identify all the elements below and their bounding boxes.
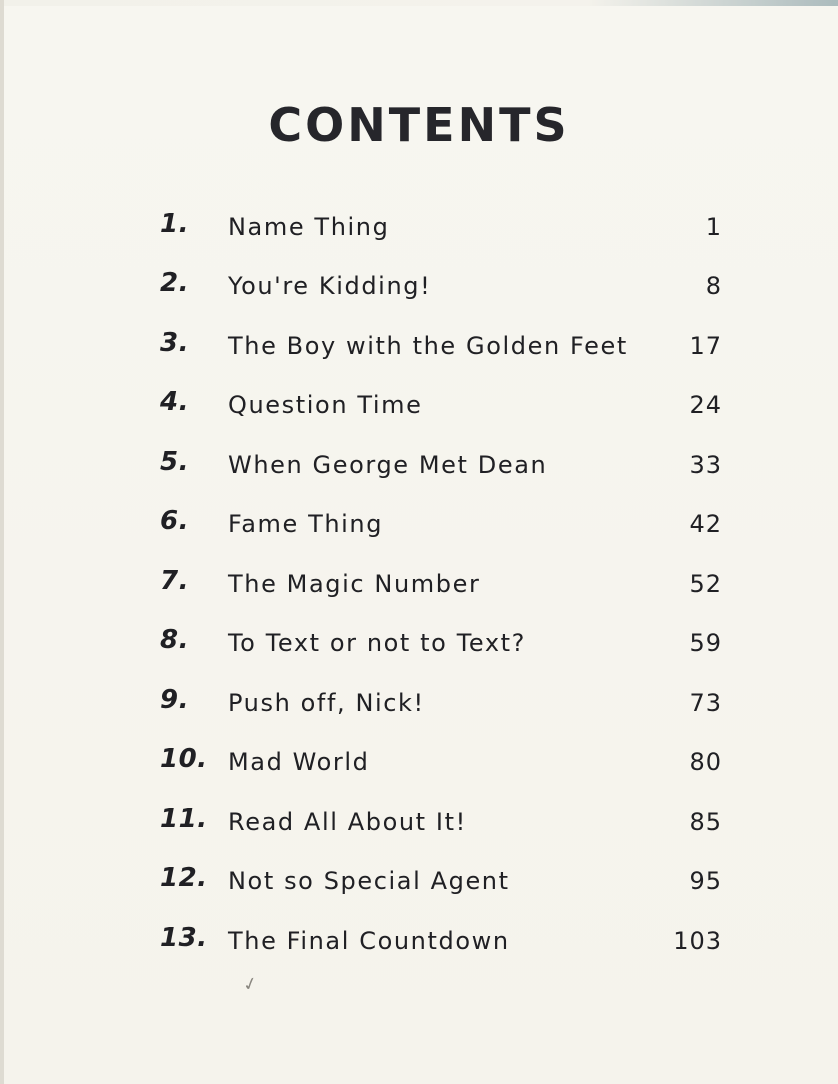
- chapter-number: 8.: [160, 625, 189, 655]
- chapter-number: 2.: [160, 268, 189, 298]
- chapter-number: 3.: [160, 328, 189, 358]
- chapter-title: The Final Countdown: [228, 927, 510, 955]
- chapter-title: To Text or not to Text?: [228, 629, 526, 657]
- chapter-number: 4.: [160, 387, 189, 417]
- chapter-page: 33: [689, 451, 722, 479]
- chapter-title: Question Time: [228, 391, 423, 419]
- chapter-page: 59: [689, 629, 722, 657]
- chapter-page: 52: [689, 570, 722, 598]
- toc-entry: [160, 504, 722, 544]
- toc-entry: [160, 207, 722, 247]
- chapter-title: The Boy with the Golden Feet: [228, 332, 628, 360]
- chapter-title: Mad World: [228, 748, 370, 776]
- toc-entry: [160, 683, 722, 723]
- chapter-page: 85: [689, 808, 722, 836]
- chapter-title: Fame Thing: [228, 510, 384, 538]
- chapter-page: 103: [673, 927, 722, 955]
- chapter-title: The Magic Number: [228, 570, 481, 598]
- chapter-number: 7.: [160, 566, 189, 596]
- chapter-number: 6.: [160, 506, 189, 536]
- chapter-number: 11.: [160, 804, 208, 834]
- chapter-number: 1.: [160, 209, 189, 239]
- toc-entry: [160, 385, 722, 425]
- toc-entry: [160, 921, 722, 961]
- chapter-title: You're Kidding!: [228, 272, 432, 300]
- chapter-page: 42: [689, 510, 722, 538]
- toc-entry: [160, 445, 722, 485]
- chapter-title: Read All About It!: [228, 808, 467, 836]
- chapter-number: 10.: [160, 744, 208, 774]
- toc-entry: [160, 326, 722, 366]
- page-title: CONTENTS: [268, 98, 570, 152]
- pencil-mark: ✓: [240, 972, 261, 997]
- chapter-page: 1: [705, 213, 722, 241]
- chapter-title: When George Met Dean: [228, 451, 548, 479]
- chapter-page: 80: [689, 748, 722, 776]
- toc-entry: [160, 861, 722, 901]
- chapter-page: 17: [689, 332, 722, 360]
- chapter-number: 12.: [160, 863, 208, 893]
- toc-entry: [160, 266, 722, 306]
- chapter-number: 5.: [160, 447, 189, 477]
- toc-entry: [160, 802, 722, 842]
- chapter-number: 13.: [160, 923, 208, 953]
- toc-entry: [160, 623, 722, 663]
- chapter-page: 8: [705, 272, 722, 300]
- chapter-page: 73: [689, 689, 722, 717]
- chapter-number: 9.: [160, 685, 189, 715]
- chapter-page: 95: [689, 867, 722, 895]
- chapter-title: Name Thing: [228, 213, 390, 241]
- toc-entry: [160, 564, 722, 604]
- chapter-title: Not so Special Agent: [228, 867, 510, 895]
- chapter-title: Push off, Nick!: [228, 689, 425, 717]
- toc-entry: [160, 742, 722, 782]
- chapter-page: 24: [689, 391, 722, 419]
